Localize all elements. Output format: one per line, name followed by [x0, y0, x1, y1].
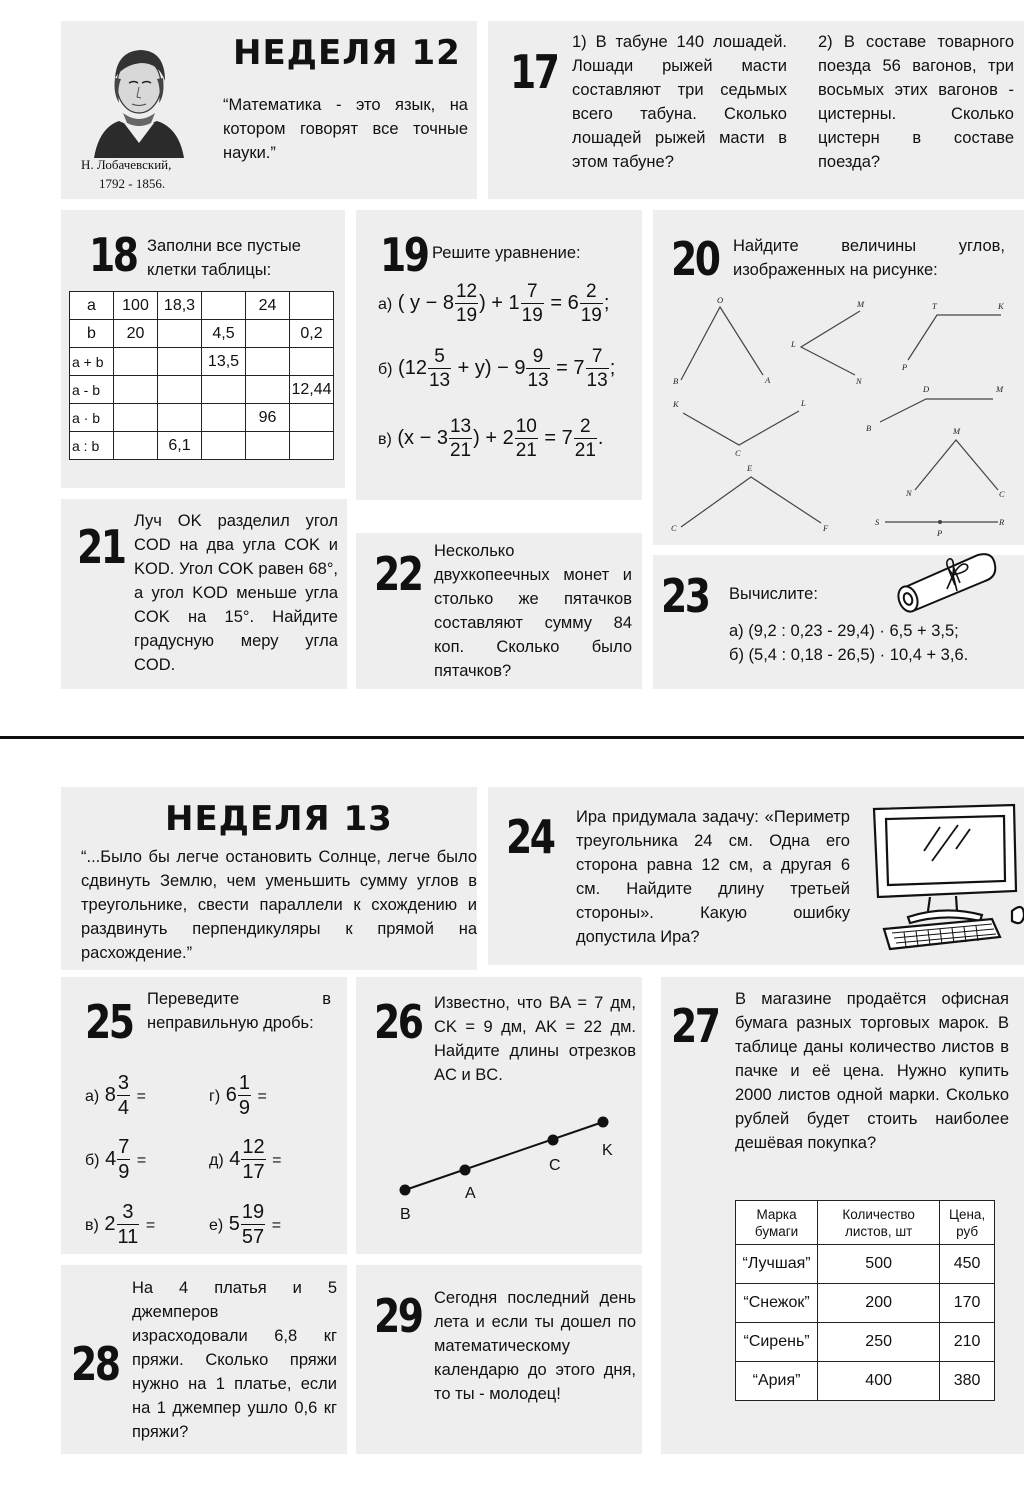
point-K-label: K — [602, 1142, 613, 1159]
task19-card — [356, 210, 642, 500]
table-cell: 500 — [818, 1245, 940, 1284]
mixed-number-3: д) 4 $\frac{12}{17}$ = — [209, 1136, 282, 1183]
task26-number: 26 — [374, 995, 422, 1049]
table-header: Количество листов, шт — [818, 1201, 940, 1245]
point-A-label: A — [465, 1185, 476, 1202]
table-cell: “Ария” — [736, 1362, 818, 1401]
task18-text: Заполни все пустые клетки таблицы: — [147, 237, 301, 279]
task18-row — [70, 376, 334, 404]
task18-cell[interactable] — [202, 432, 246, 460]
task18-cell: 4,5 — [202, 320, 246, 348]
label-M3: M — [953, 426, 961, 436]
task18-cell: 12,44 — [290, 376, 334, 404]
label-R: R — [999, 517, 1005, 527]
label-C: C — [735, 448, 741, 458]
label-T: T — [932, 301, 937, 311]
label-M2: M — [996, 384, 1004, 394]
label-L2: L — [801, 398, 806, 408]
task18-row-header: b — [70, 320, 114, 348]
task22-number: 22 — [374, 547, 422, 601]
label-C2: C — [999, 489, 1005, 499]
task26-text: Известно, что BA = 7 дм, CK = 9 дм, AK = 22 дм. Найдите длины отрезков AC и BC. — [434, 994, 636, 1084]
portrait-caption-name: Н. Лобачевский, — [81, 157, 172, 172]
table-header: Марка бумаги — [736, 1201, 818, 1245]
task22-text: Несколько двухкопеечных монет и столько же пятачков составляют сумму 84 коп. Сколько было пятачков? — [434, 542, 632, 680]
week13-quote: “...Было бы легче остановить Солнце, легче было сдвинуть Землю, чем уменьшить сумму углов в треугольнике, свести параллели к схождению и раздвинуть перпендикуляры к прямой на расхождение.” — [81, 848, 477, 962]
task27-number: 27 — [671, 999, 719, 1053]
portrait-caption-years: 1792 - 1856. — [99, 176, 166, 191]
task18-cell[interactable] — [246, 348, 290, 376]
table-row — [736, 1362, 995, 1401]
task25-number: 25 — [85, 995, 133, 1049]
week13-title: НЕДЕЛЯ 13 — [165, 799, 393, 839]
segment-figure — [356, 1107, 642, 1247]
task18-cell[interactable] — [290, 404, 334, 432]
task28-text: На 4 платья и 5 джемперов израсходовали 6,8 кг пряжи. Сколько пряжи нужно на 1 платье, если на 1 джемпер ушло 0,6 кг пряжи? — [132, 1279, 337, 1441]
label-A: A — [765, 375, 771, 385]
equation-c: в) (x − 3 $\frac{13}{21}$ ) + 2 $\frac{10}{21}$ = 7 $\frac{2}{21}$ . — [378, 416, 604, 461]
task23-card — [653, 555, 1024, 689]
task21-number: 21 — [77, 520, 125, 574]
task25-text: Переведите в неправильную дробь: — [147, 990, 331, 1032]
label-N: N — [856, 376, 862, 386]
task18-table — [69, 291, 334, 460]
task25-card — [61, 977, 347, 1254]
table-row — [736, 1284, 995, 1323]
table-row — [736, 1245, 995, 1284]
task18-cell[interactable] — [158, 376, 202, 404]
mixed-number-5: е) 5 $\frac{19}{57}$ = — [209, 1201, 282, 1248]
equation-b: б) (12 $\frac{5}{13}$ + y) − 9 $\frac{9}{13}$ = 7 $\frac{7}{13}$ ; — [378, 346, 616, 391]
week-separator — [0, 736, 1024, 739]
week13-header-card — [61, 787, 477, 970]
task18-cell: 0,2 — [290, 320, 334, 348]
lobachevsky-portrait — [79, 33, 199, 158]
label-C3: C — [671, 523, 677, 533]
week12-header-card — [61, 21, 477, 199]
table-cell: “Лучшая” — [736, 1245, 818, 1284]
task23-number: 23 — [661, 569, 709, 623]
table-row — [736, 1323, 995, 1362]
mixed-number-1: г) 6 $\frac{1}{9}$ = — [209, 1072, 267, 1119]
task19-text: Решите уравнение: — [432, 244, 581, 262]
week12-title: НЕДЕЛЯ 12 — [233, 33, 461, 73]
task18-row-header: a — [70, 292, 114, 320]
task18-cell[interactable] — [202, 292, 246, 320]
table-cell: “Снежок” — [736, 1284, 818, 1323]
label-B2: B — [866, 423, 872, 433]
task18-cell: 96 — [246, 404, 290, 432]
task27-card — [661, 977, 1024, 1454]
task20-card — [653, 210, 1024, 545]
task18-cell: 24 — [246, 292, 290, 320]
task18-cell[interactable] — [246, 376, 290, 404]
task26-card — [356, 977, 642, 1254]
task18-cell[interactable] — [246, 320, 290, 348]
label-B: B — [673, 376, 679, 386]
label-N2: N — [906, 488, 912, 498]
task18-cell[interactable] — [246, 432, 290, 460]
task18-cell[interactable] — [114, 376, 158, 404]
task18-row — [70, 320, 334, 348]
task17-part2: 2) В составе товарного поезда 56 вагонов, три восьмых этих вагонов - цистерны. Сколько цистерн в составе поезда? — [818, 33, 1014, 171]
task18-cell[interactable] — [158, 348, 202, 376]
task18-cell: 18,3 — [158, 292, 202, 320]
mixed-number-0: а) 8 $\frac{3}{4}$ = — [85, 1072, 146, 1119]
task17-part1: 1) В табуне 140 лошадей. Лошади рыжей масти составляют три седьмых всего табуна. Сколько лошадей рыжей масти в этом табуне? — [572, 33, 787, 171]
point-B-label: B — [400, 1206, 411, 1223]
label-M: M — [857, 299, 865, 309]
table-cell: 210 — [940, 1323, 995, 1362]
task24-card — [488, 787, 1024, 965]
label-K2: K — [673, 399, 679, 409]
task18-cell[interactable] — [290, 348, 334, 376]
label-P: P — [902, 362, 908, 372]
task18-row-header: a : b — [70, 432, 114, 460]
task18-cell[interactable] — [114, 432, 158, 460]
table-cell: 450 — [940, 1245, 995, 1284]
label-E: E — [747, 463, 753, 473]
label-L: L — [791, 339, 796, 349]
task21-card — [61, 499, 347, 689]
computer-icon — [864, 801, 1024, 961]
mixed-number-2: б) 4 $\frac{7}{9}$ = — [85, 1136, 147, 1183]
label-K: K — [998, 301, 1004, 311]
table-header: Цена, руб — [940, 1201, 995, 1245]
point-C-label: C — [549, 1157, 561, 1174]
task18-cell[interactable] — [202, 376, 246, 404]
task18-row — [70, 348, 334, 376]
task17-card — [488, 21, 1024, 199]
task29-card — [356, 1265, 642, 1454]
task21-text: Луч OK разделил угол COD на два угла COK и KOD. Угол COK равен 68°, а угол KOD меньше угла COK на 15°. Найдите градусную меру угла COD. — [134, 512, 338, 674]
task18-cell: 13,5 — [202, 348, 246, 376]
task18-cell: 20 — [114, 320, 158, 348]
task18-number: 18 — [89, 228, 137, 282]
scroll-icon — [893, 543, 1003, 613]
task27-text: В магазине продаётся офисная бумага разных торговых марок. В таблице даны количество листов в пачке и её цена. Нужно купить 2000 листов одной марки. Сколько рублей будет стоить наиболее дешёвая покупка? — [735, 990, 1009, 1152]
angles-figure — [653, 295, 1024, 545]
label-S: S — [875, 517, 880, 527]
task23-text: Вычислите: — [729, 585, 818, 603]
task18-cell[interactable] — [158, 320, 202, 348]
task20-number: 20 — [671, 232, 719, 286]
task24-number: 24 — [506, 810, 554, 864]
label-O: O — [717, 295, 724, 305]
task28-number: 28 — [71, 1337, 119, 1391]
task19-number: 19 — [380, 228, 428, 282]
task17-number: 17 — [510, 45, 558, 99]
task23-b: б) (5,4 : 0,18 - 26,5) · 10,4 + 3,6. — [729, 646, 969, 664]
table-cell: 250 — [818, 1323, 940, 1362]
table-cell: 400 — [818, 1362, 940, 1401]
task18-row — [70, 432, 334, 460]
task18-card — [61, 210, 345, 488]
task18-cell[interactable] — [158, 404, 202, 432]
task18-cell[interactable] — [290, 292, 334, 320]
label-P2: P — [937, 528, 943, 538]
mixed-number-4: в) 2 $\frac{3}{11}$ = — [85, 1201, 156, 1248]
task28-card — [61, 1265, 347, 1454]
label-D: D — [923, 384, 930, 394]
task18-cell[interactable] — [290, 432, 334, 460]
table-cell: “Сирень” — [736, 1323, 818, 1362]
equation-a: а) ( y − 8 $\frac{12}{19}$ ) + 1 $\frac{7}{19}$ = 6 $\frac{2}{19}$ ; — [378, 281, 610, 326]
task22-card — [356, 533, 642, 689]
week12-quote: “Математика - это язык, на котором говорят все точные науки.” — [223, 96, 468, 162]
task18-row — [70, 404, 334, 432]
task18-cell: 6,1 — [158, 432, 202, 460]
task18-cell[interactable] — [202, 404, 246, 432]
task18-row-header: a + b — [70, 348, 114, 376]
task29-text: Сегодня последний день лета и если ты дошел по математическому календарю до этого дня, то ты - молодец! — [434, 1289, 636, 1403]
table-cell: 380 — [940, 1362, 995, 1401]
task24-text: Ира придумала задачу: «Периметр треугольника 24 см. Одна его сторона равна 12 см, а другая 6 см. Найдите длину третьей стороны». Какую ошибку допустила Ира? — [576, 808, 850, 946]
table-cell: 200 — [818, 1284, 940, 1323]
task18-cell[interactable] — [114, 404, 158, 432]
task23-a: а) (9,2 : 0,23 - 29,4) · 6,5 + 3,5; — [729, 622, 959, 640]
label-F: F — [823, 523, 829, 533]
task18-cell[interactable] — [114, 348, 158, 376]
task18-row — [70, 292, 334, 320]
task18-row-header: a · b — [70, 404, 114, 432]
task29-number: 29 — [374, 1289, 422, 1343]
table-cell: 170 — [940, 1284, 995, 1323]
task18-row-header: a - b — [70, 376, 114, 404]
paper-price-table — [735, 1200, 995, 1401]
task18-cell: 100 — [114, 292, 158, 320]
task20-text: Найдите величины углов, изображенных на рисунке: — [733, 237, 1005, 279]
